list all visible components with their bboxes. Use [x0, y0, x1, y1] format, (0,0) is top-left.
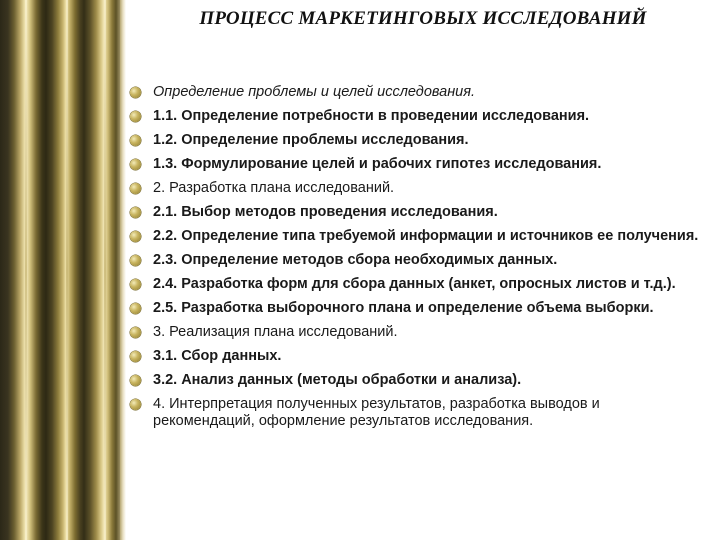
list-item [130, 252, 705, 269]
list-item-text: 2.3. Определение методов сбора необходимых данных. [153, 252, 558, 268]
decorative-edge-shadow [120, 0, 126, 540]
slide-title: ПРОЦЕСС МАРКЕТИНГОВЫХ ИССЛЕДОВАНИЙ [199, 8, 647, 29]
list-item [130, 396, 705, 430]
bullet-icon [130, 279, 141, 290]
bullet-icon [130, 183, 141, 194]
bullet-icon [130, 135, 141, 146]
list-item-text: 3.2. Анализ данных (методы обработки и анализа). [153, 372, 522, 388]
list-item [130, 324, 705, 341]
decorative-highlight-line [66, 0, 68, 540]
list-item-text: 3. Реализация плана исследований. [153, 324, 398, 340]
list-item-text: 2. Разработка плана исследований. [153, 180, 395, 196]
list-item-text: 2.4. Разработка форм для сбора данных (анкет, опросных листов и т.д.). [153, 276, 676, 292]
bullet-icon [130, 87, 141, 98]
list-item-text: 4. Интерпретация полученных результатов, разработка выводов и рекомендаций, оформление результатов исследования. [153, 396, 600, 429]
list-item [130, 156, 705, 173]
list-item [130, 276, 705, 293]
list-item [130, 300, 705, 317]
list-item [130, 84, 705, 101]
list-item [130, 180, 705, 197]
bullet-icon [130, 159, 141, 170]
bullet-icon [130, 375, 141, 386]
decorative-highlight-line [104, 0, 106, 540]
bullet-icon [130, 303, 141, 314]
list-item [130, 348, 705, 365]
list-item-text: Определение проблемы и целей исследования. [153, 84, 476, 100]
list-item-text: 2.1. Выбор методов проведения исследования. [153, 204, 498, 220]
bullet-icon [130, 327, 141, 338]
list-item-text: 2.5. Разработка выборочного плана и определение объема выборки. [153, 300, 654, 316]
bullet-icon [130, 207, 141, 218]
list-item-text: 1.3. Формулирование целей и рабочих гипотез исследования. [153, 156, 602, 172]
decorative-highlight-line [25, 0, 27, 540]
list-item [130, 204, 705, 221]
bullet-icon [130, 111, 141, 122]
bullet-icon [130, 231, 141, 242]
decorative-gold-stripes [0, 0, 120, 540]
bullet-icon [130, 255, 141, 266]
bullet-icon [130, 351, 141, 362]
list-item-text: 1.1. Определение потребности в проведении исследования. [153, 108, 590, 124]
list-item-text: 2.2. Определение типа требуемой информации и источников ее получения. [153, 228, 699, 244]
list-item [130, 132, 705, 149]
list-item-text: 1.2. Определение проблемы исследования. [153, 132, 469, 148]
list-item [130, 228, 705, 245]
list-item [130, 372, 705, 389]
list-item [130, 108, 705, 125]
bullet-icon [130, 399, 141, 410]
list-item-text: 3.1. Сбор данных. [153, 348, 282, 364]
bullet-list [130, 84, 705, 437]
